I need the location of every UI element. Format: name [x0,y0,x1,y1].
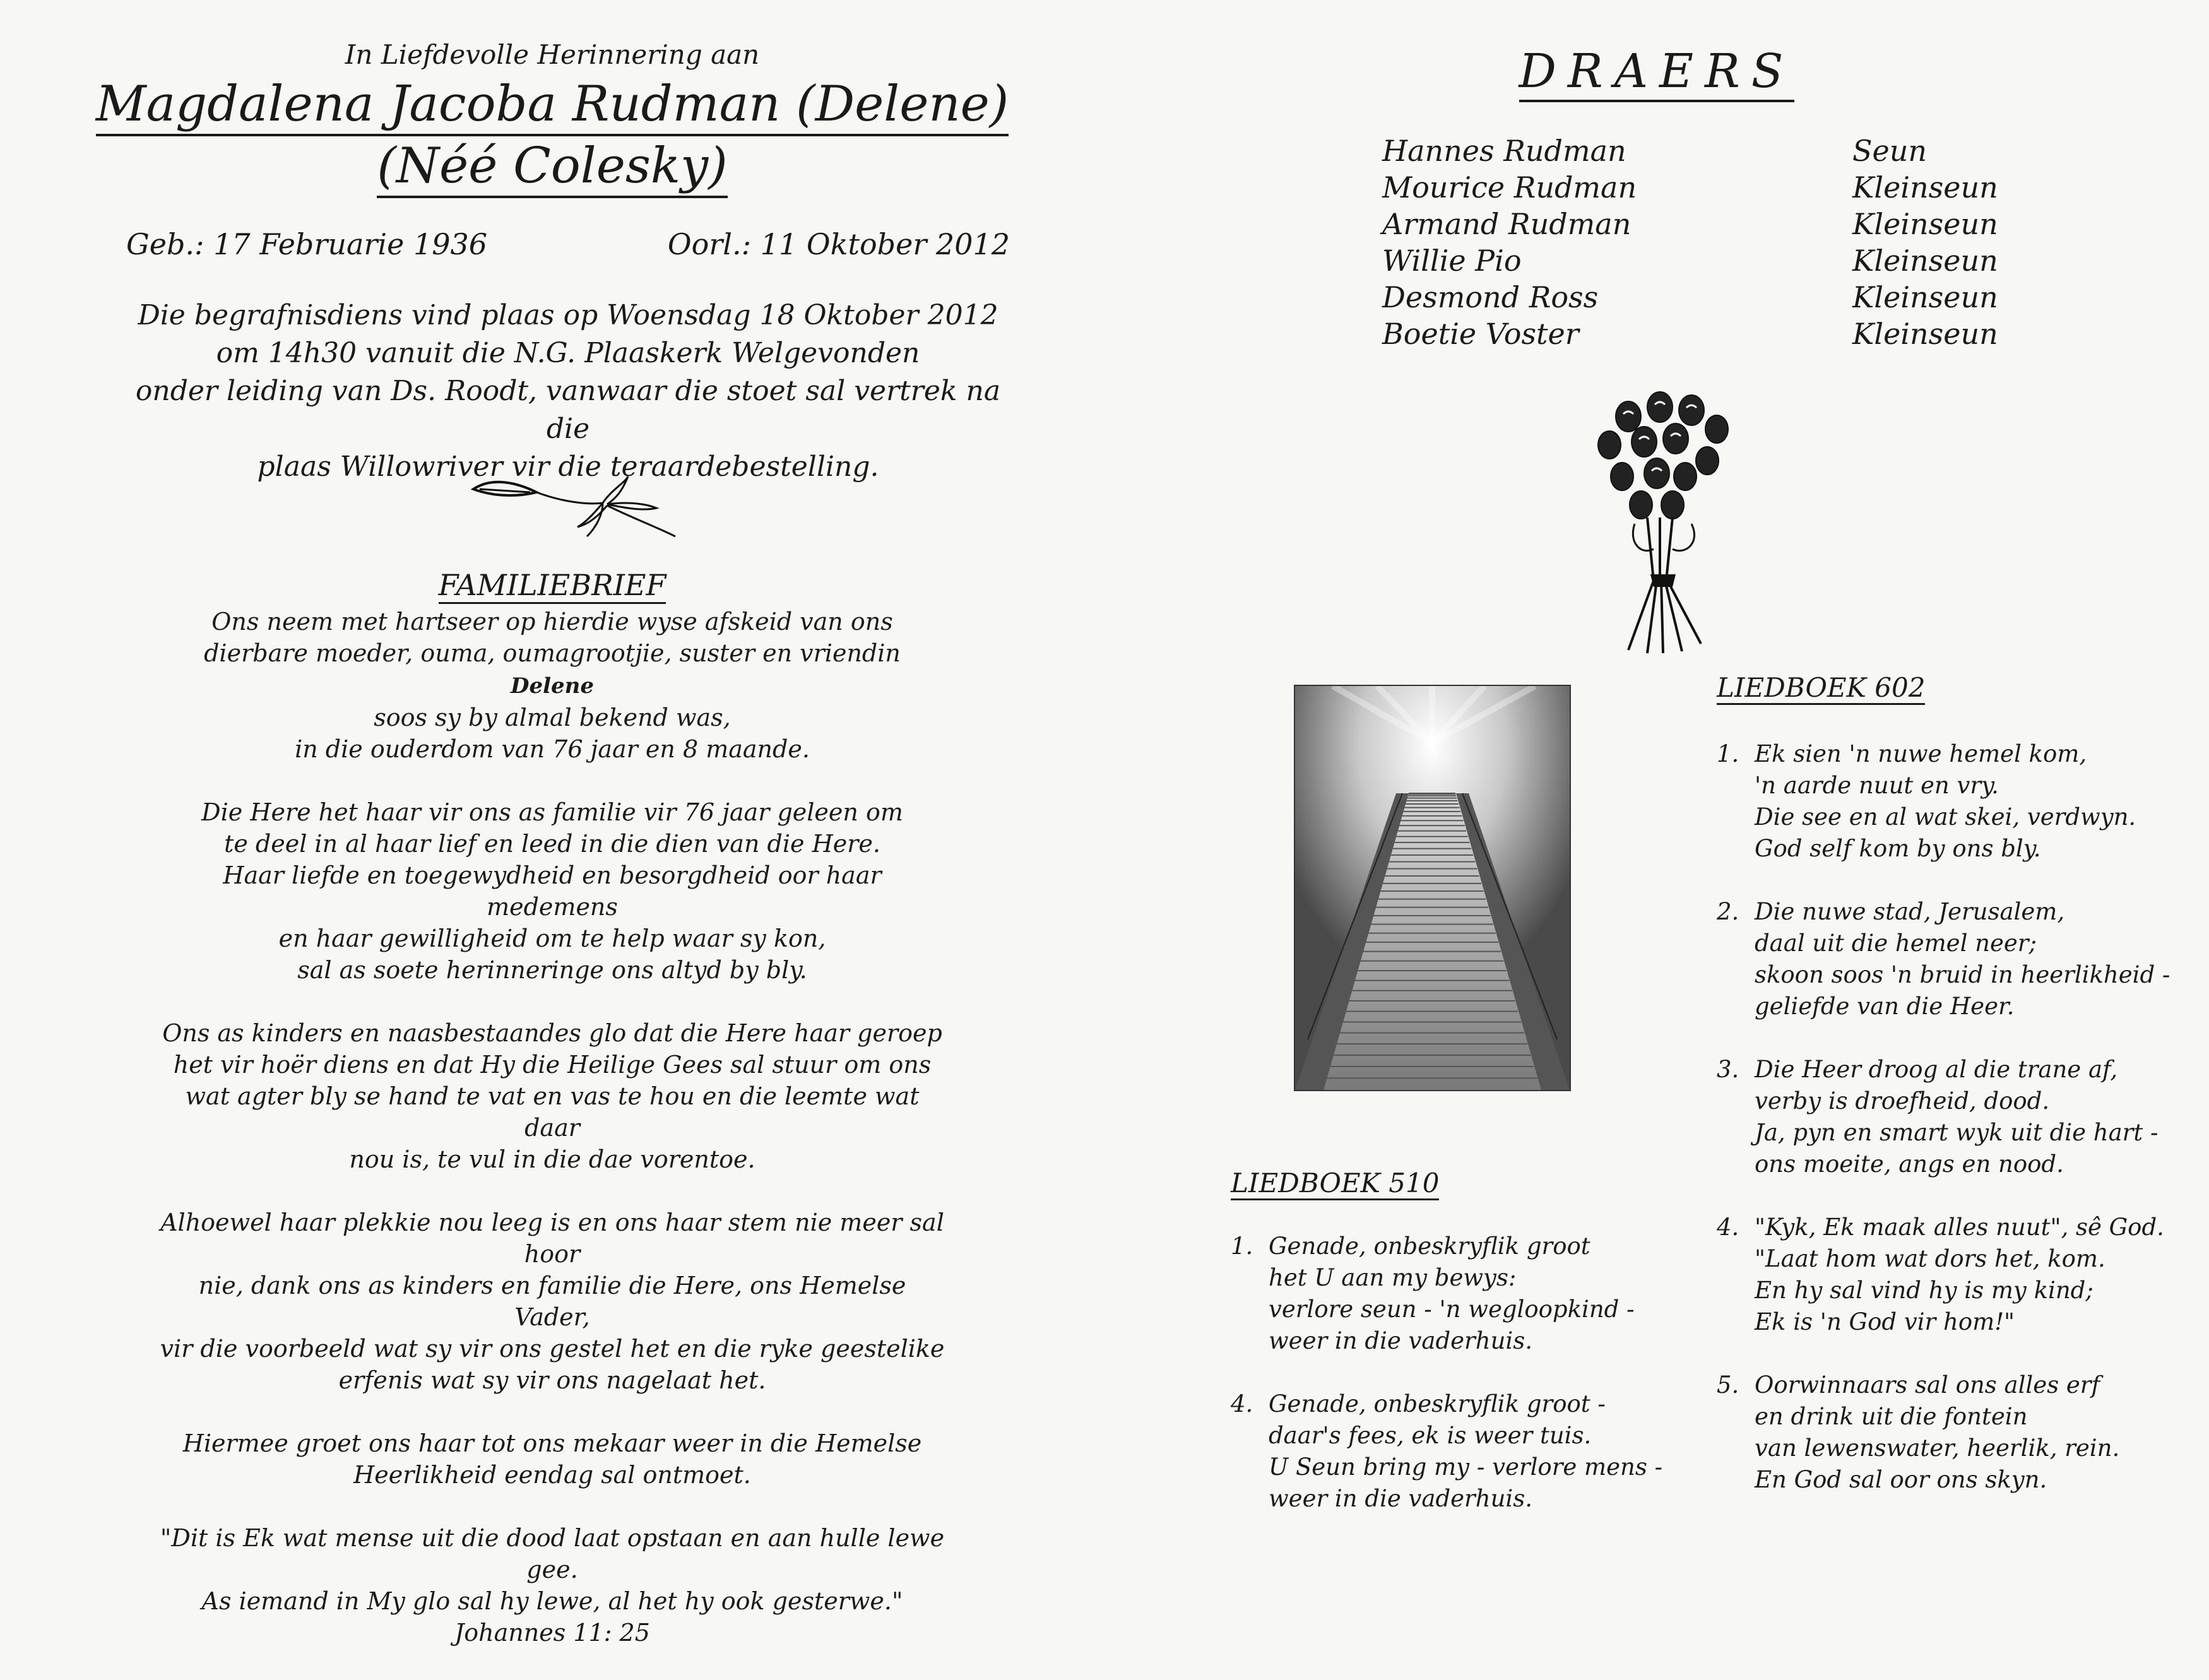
intro-line: In Liefdevolle Herinnering aan [345,39,760,70]
paragraph-2: Die Here het haar vir ons as familie vir 76 jaar geleen om te deel in al haar lief en leed in die dien van die Here. Haar liefde en toegewydheid en besorgdheid oor haar medemens en haar gewilligheid om te help waar sy kon, sal as soete herinneringe ons altyd by bly. [201,798,903,984]
verse: 1. Genade, onbeskryflik groot het U aan my bewys: verlore seun - 'n wegloopkind - weer in die vaderhuis. [1231,1233,1635,1354]
maiden-name: (Néé Colesky) [0,138,1104,194]
paragraph-3: Ons as kinders en naasbestaandes glo dat die Here haar geroep het vir hoër diens en dat Hy die Heilige Gees sal stuur om ons wat agter bly se hand te vat en vas te hou en die leemte wat daar nou is, te vul in die dae vorentoe. [162,1019,942,1173]
flower-icon [467,464,682,540]
dates-row [126,227,1010,261]
bearer-row: Boetie Voster Kleinseun [1382,317,1998,351]
bearer-row: Mourice Rudman Kleinseun [1382,170,1998,204]
deceased-name: Magdalena Jacoba Rudman (Delene) [0,76,1104,133]
familiebrief-title: FAMILIEBRIEF [0,568,1104,602]
bearer-row: Willie Pio Kleinseun [1382,244,1998,278]
verse: 1. Ek sien 'n nuwe hemel kom, 'n aarde nuut en vry. Die see en al wat skei, verdwyn. God self kom by ons bly. [1717,740,2136,862]
rose-bouquet-icon [1590,391,1742,656]
liedboek-602-title: LIEDBOEK 602 [1717,672,1925,703]
paragraph-1: Ons neem met hartseer op hierdie wyse afskeid van ons dierbare moeder, ouma, oumagrootjie, suster en vriendin Delene soos sy by almal bekend was, in die ouderdom van 76 jaar en 8 maande. [204,608,901,763]
left-page [0,0,1104,1647]
familiebrief-body [158,606,947,1680]
liedboek-602-verses [1717,738,2184,1527]
draers-title: DRAERS [1104,44,2209,98]
liedboek-510-title: LIEDBOEK 510 [1231,1168,1439,1198]
nickname: Delene [510,673,594,699]
paragraph-5: Hiermee groet ons haar tot ons mekaar weer in die Hemelse Heerlikheid eendag sal ontmoet. [182,1429,922,1489]
verse: 4. Genade, onbeskryflik groot - daar's fees, ek is weer tuis. U Seun bring my - verlore mens - weer in die vaderhuis. [1231,1390,1663,1512]
verse: 4. "Kyk, Ek maak alles nuut", sê God. "Laat hom wat dors het, kom. En hy sal vind hy is my kind; Ek is 'n God vir hom!" [1717,1214,2164,1335]
quote-reference: Johannes 11: 25 [454,1619,650,1647]
liedboek-510-verses [1231,1231,1663,1546]
bible-quote: "Dit is Ek wat mense uit die dood laat opstaan en aan hulle lewe gee. As iemand in My glo sal hy lewe, al het hy ook gesterwe." Johannes 11: 25 [160,1524,945,1647]
verse: 3. Die Heer droog al die trane af, verby is droefheid, dood. Ja, pyn en smart wyk uit die hart - ons moeite, angs en nood. [1717,1056,2159,1178]
birth-date: Geb.: 17 Februarie 1936 [126,227,488,261]
service-details: Die begrafnisdiens vind plaas op Woensdag 18 Oktober 2012 om 14h30 vanuit die N.G. Plaaskerk Welgevonden onder leiding van Ds. Roodt, vanwaar die stoet sal vertrek na die plaas Willowriver vir die teraardebestelling. [135,299,1001,483]
verse: 5. Oorwinnaars sal ons alles erf en drink uit die fontein van lewenswater, heerlik, rein. En God sal oor ons skyn. [1717,1371,2120,1493]
bearer-row: Desmond Ross Kleinseun [1382,280,1998,314]
death-date: Oorl.: 11 Oktober 2012 [667,227,1010,261]
bearer-row: Armand Rudman Kleinseun [1382,207,1998,241]
right-page [1104,0,2209,1563]
paragraph-4: Alhoewel haar plekkie nou leeg is en ons haar stem nie meer sal hoor nie, dank ons as kinders en familie die Here, ons Hemelse Vader, vir die voorbeeld wat sy vir ons gestel het en die ryke geestelike erfenis wat sy vir ons nagelaat het. [160,1209,945,1394]
verse: 2. Die nuwe stad, Jerusalem, daal uit die hemel neer; skoon soos 'n bruid in heerlikheid - geliefde van die Heer. [1717,898,2171,1020]
bearers-list [1382,133,2140,352]
stairway-to-heaven-image [1294,685,1571,1091]
bearer-row: Hannes Rudman Seun [1382,134,1927,168]
